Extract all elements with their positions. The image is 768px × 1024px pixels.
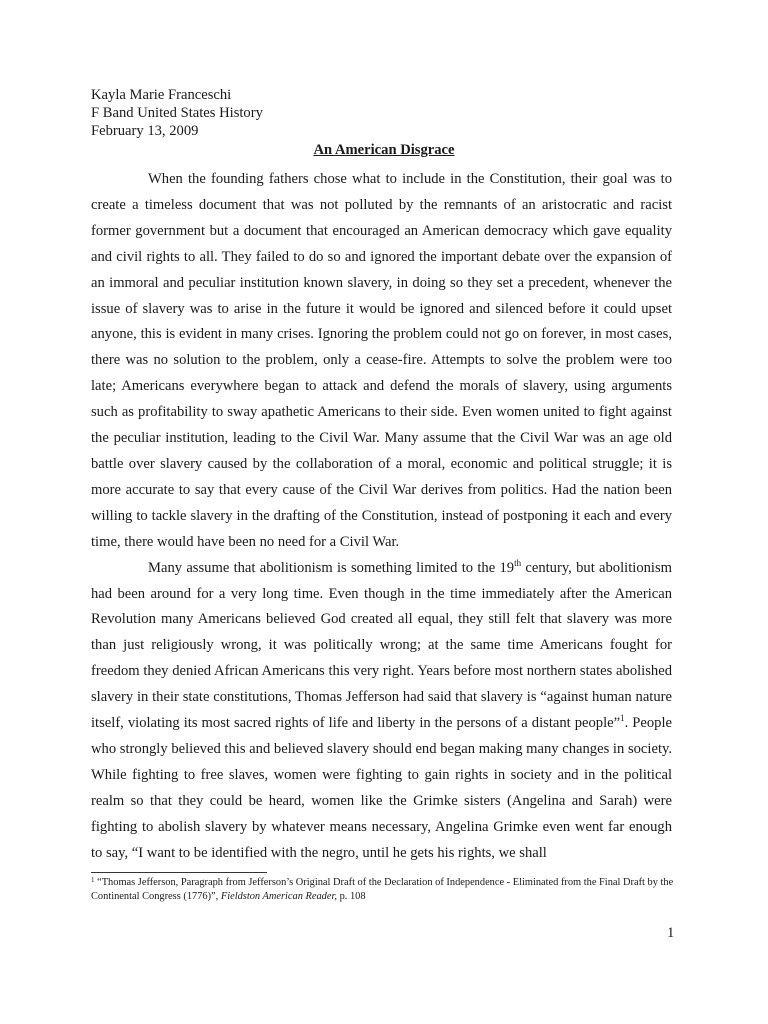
paragraph-2 xyxy=(91,556,672,867)
footnote-source: Fieldston American Reader, xyxy=(220,890,337,902)
essay-body xyxy=(91,167,672,866)
footnote-divider xyxy=(91,872,267,873)
footnote-page: p. 108 xyxy=(336,890,366,902)
essay-title: An American Disgrace xyxy=(313,142,455,158)
document-header xyxy=(91,86,263,140)
paragraph-2-part-3: . People who strongly believed this and believed slavery should end began making many changes in society. While fighting to free slaves, women were fighting to gain rights in society and in the political realm so that they could be heard, women like the Grimke sisters (Angelina and Sarah) were fighting to abolish slavery by whatever means necessary, Angelina Grimke even went far enough to say, “I want to be identified with the negro, until he gets his rights, we shall xyxy=(91,715,672,861)
footnote-reference: 1 xyxy=(620,713,625,724)
paragraph-2-part-1: Many assume that abolitionism is something limited to the 19 xyxy=(148,559,515,576)
footnote-marker: 1 xyxy=(91,876,95,884)
page-number: 1 xyxy=(667,925,675,941)
footnote-text: “Thomas Jefferson, Paragraph from Jefferson’s Original Draft of the Declaration of Independence - Eliminated from the Final Draft by the Continental Congress (1776)”, xyxy=(91,877,674,902)
author-name: Kayla Marie Franceschi xyxy=(91,87,232,103)
footnote xyxy=(91,876,681,903)
class-name: F Band United States History xyxy=(91,105,263,121)
ordinal-superscript: th xyxy=(514,557,522,568)
paragraph-1: When the founding fathers chose what to include in the Constitution, their goal was to create a timeless document that was not polluted by the remnants of an aristocratic and racist former government but a document that encouraged an American democracy which gave equality and civil rights to all. They failed to do so and ignored the important debate over the expansion of an immoral and peculiar institution known slavery, in doing so they set a precedent, whenever the issue of slavery was to arise in the future it would be ignored and silenced before it could upset anyone, this is evident in many crises. Ignoring the problem could not go on forever, in most cases, there was no solution to the problem, only a cease-fire. Attempts to solve the problem were too late; Americans everywhere began to attack and defend the morals of slavery, using arguments such as profitability to sway apathetic Americans to their side. Even women united to fight against the peculiar institution, leading to the Civil War. Many assume that the Civil War was an age old battle over slavery caused by the collaboration of a moral, economic and political struggle; it is more accurate to say that every cause of the Civil War derives from politics. Had the nation been willing to tackle slavery in the drafting of the Constitution, instead of postponing it each and every time, there would have been no need for a Civil War. xyxy=(91,171,672,550)
paragraph-2-part-2: century, but abolitionism had been around for a very long time. Even though in the time immediately after the American Revolution many Americans believed God created all equal, they still felt that slavery was more than just religiously wrong, it was politically wrong; at the same time Americans fought for freedom they denied African Americans this very right. Years before most northern states abolished slavery in their state constitutions, Thomas Jefferson had said that slavery is “against human nature itself, violating its most sacred rights of life and liberty in the persons of a distant people” xyxy=(91,559,672,732)
document-date: February 13, 2009 xyxy=(91,123,199,139)
